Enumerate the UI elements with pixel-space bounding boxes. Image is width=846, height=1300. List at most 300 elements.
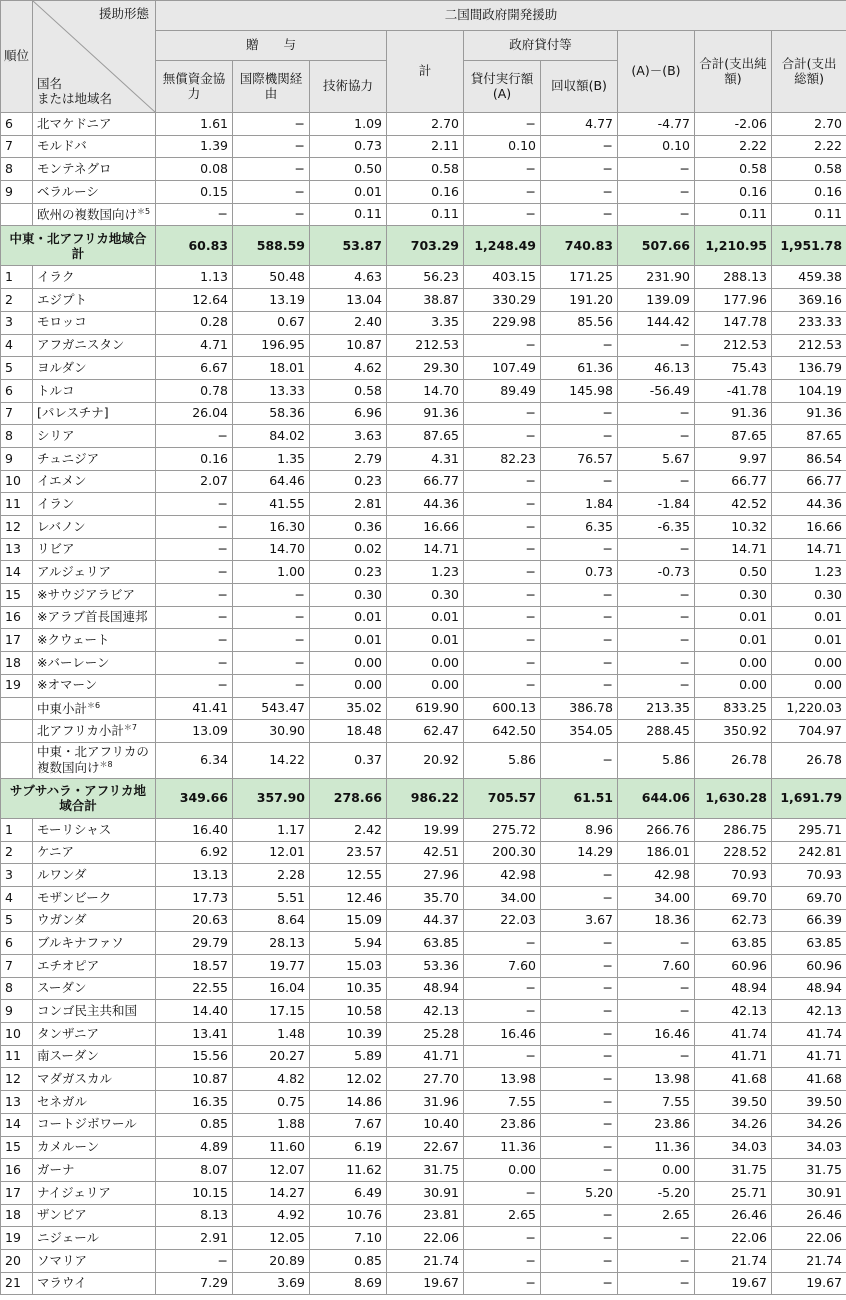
country-label: 国名 または地域名 [37,76,113,106]
value-cell: 42.13 [772,1000,846,1023]
value-cell: 48.94 [695,977,772,1000]
value-cell: 53.36 [387,955,464,978]
value-cell: − [156,584,233,607]
value-cell: − [233,606,310,629]
value-cell: 91.36 [695,402,772,425]
value-cell: 8.96 [541,818,618,841]
value-cell: − [464,470,541,493]
footnote-mark: ＊5 [137,206,151,216]
value-cell: 18.57 [156,955,233,978]
value-cell: − [464,1000,541,1023]
value-cell: − [541,1204,618,1227]
value-cell: 0.00 [695,674,772,697]
value-cell: 266.76 [618,818,695,841]
table-row [1,334,846,357]
country-name: イラン [37,495,75,511]
value-cell: − [156,674,233,697]
value-cell: − [156,516,233,539]
rank-cell: 3 [1,311,33,334]
value-cell: − [541,1227,618,1250]
country-cell [33,1227,156,1250]
value-cell: 200.30 [464,841,541,864]
value-cell: − [156,561,233,584]
value-cell: 644.06 [618,778,695,818]
value-cell: 35.70 [387,886,464,909]
rank-cell: 5 [1,357,33,380]
value-cell: 76.57 [541,447,618,470]
value-cell: 13.09 [156,720,233,743]
rank-cell [1,203,33,226]
value-cell: − [464,493,541,516]
value-cell: 15.03 [310,955,387,978]
table-row [1,135,846,158]
value-cell: 63.85 [387,932,464,955]
table-row [1,203,846,226]
country-name: タンザニア [37,1025,100,1041]
value-cell: 14.22 [233,742,310,778]
value-cell: 0.36 [310,516,387,539]
value-cell: 27.96 [387,864,464,887]
value-cell: − [464,977,541,1000]
value-cell: 13.13 [156,864,233,887]
value-cell: 10.87 [310,334,387,357]
value-cell: 1,951.78 [772,226,846,266]
value-cell: − [233,181,310,204]
value-cell: 5.86 [618,742,695,778]
rank-cell: 17 [1,629,33,652]
value-cell: − [541,606,618,629]
rank-cell: 1 [1,266,33,289]
value-cell: 705.57 [464,778,541,818]
value-cell: 20.92 [387,742,464,778]
country-name: ※サウジアラビア [37,586,135,602]
value-cell: 0.23 [310,470,387,493]
value-cell: − [618,674,695,697]
value-cell: 0.85 [310,1249,387,1272]
value-cell: 2.40 [310,311,387,334]
country-cell [33,334,156,357]
value-cell: 459.38 [772,266,846,289]
value-cell: 13.04 [310,289,387,312]
value-cell: 147.78 [695,311,772,334]
value-cell: 70.93 [695,864,772,887]
rank-cell: 7 [1,402,33,425]
value-cell: − [464,1227,541,1250]
value-cell: − [541,158,618,181]
country-cell [33,629,156,652]
table-row [1,652,846,675]
table-row [1,932,846,955]
value-cell: 1.88 [233,1113,310,1136]
rank-cell: 5 [1,909,33,932]
country-name: ソマリア [37,1252,88,1268]
country-cell [33,425,156,448]
value-cell: 60.96 [772,955,846,978]
table-row [1,606,846,629]
rank-cell: 11 [1,1045,33,1068]
value-cell: 3.67 [541,909,618,932]
value-cell: 0.30 [310,584,387,607]
country-name: ウガンダ [37,912,87,928]
region-name: サブサハラ・アフリカ地域合計 [1,778,156,818]
value-cell: 10.15 [156,1181,233,1204]
value-cell: 369.16 [772,289,846,312]
value-cell: 229.98 [464,311,541,334]
country-cell [33,135,156,158]
value-cell: − [156,606,233,629]
value-cell: 42.13 [695,1000,772,1023]
value-cell: 69.70 [695,886,772,909]
table-row [1,977,846,1000]
value-cell: 53.87 [310,226,387,266]
country-name: ザンビア [37,1207,87,1223]
rank-cell: 6 [1,113,33,136]
value-cell: − [541,1091,618,1114]
value-cell: − [541,886,618,909]
value-cell: 17.73 [156,886,233,909]
a-minus-b-header: (A)－(B) [618,31,695,113]
country-name: モンテネグロ [37,161,112,177]
value-cell: 0.16 [772,181,846,204]
value-cell: 20.27 [233,1045,310,1068]
value-cell: 50.48 [233,266,310,289]
value-cell: 136.79 [772,357,846,380]
value-cell: − [464,158,541,181]
value-cell: − [233,629,310,652]
country-cell [33,606,156,629]
gross-total-header: 合計(支出総額) [772,31,846,113]
country-name: ※クウェート [37,632,110,648]
value-cell: 1.48 [233,1023,310,1046]
country-cell [33,720,156,743]
value-cell: 171.25 [541,266,618,289]
table-row [1,425,846,448]
value-cell: 0.01 [310,629,387,652]
value-cell: 0.73 [541,561,618,584]
table-row [1,818,846,841]
table-row [1,470,846,493]
value-cell: 42.98 [618,864,695,887]
value-cell: − [233,674,310,697]
footnote-mark: ＊8 [99,759,113,769]
value-cell: 1.17 [233,818,310,841]
country-cell [33,357,156,380]
country-cell [33,932,156,955]
country-cell [33,818,156,841]
value-cell: 286.75 [695,818,772,841]
value-cell: -41.78 [695,379,772,402]
value-cell: 1.13 [156,266,233,289]
value-cell: 12.01 [233,841,310,864]
country-name: モルドバ [37,138,87,154]
rank-cell: 8 [1,977,33,1000]
loan-disbursed-header: 貸付実行額(A) [464,61,541,113]
value-cell: 0.10 [464,135,541,158]
value-cell: 704.97 [772,720,846,743]
value-cell: 87.65 [387,425,464,448]
value-cell: 4.71 [156,334,233,357]
country-name: エチオピア [37,957,100,973]
rank-cell: 19 [1,1227,33,1250]
value-cell: 507.66 [618,226,695,266]
value-cell: 354.05 [541,720,618,743]
country-name: ベラルーシ [37,183,99,199]
value-cell: 26.78 [772,742,846,778]
value-cell: 0.58 [695,158,772,181]
value-cell: − [464,538,541,561]
rank-cell [1,742,33,778]
table-row [1,742,846,778]
value-cell: 1,248.49 [464,226,541,266]
tech-coop-header: 技術協力 [310,61,387,113]
value-cell: 10.39 [310,1023,387,1046]
value-cell: 0.00 [772,652,846,675]
rank-cell: 7 [1,955,33,978]
table-row [1,864,846,887]
value-cell: 0.01 [387,629,464,652]
value-cell: − [541,955,618,978]
value-cell: 0.00 [464,1159,541,1182]
table-row [1,1136,846,1159]
rank-cell: 9 [1,447,33,470]
value-cell: − [618,1227,695,1250]
value-cell: 21.74 [387,1249,464,1272]
value-cell: − [156,493,233,516]
rank-cell: 16 [1,606,33,629]
value-cell: 144.42 [618,311,695,334]
country-name: モーリシャス [37,821,112,837]
country-cell [33,516,156,539]
value-cell: 12.55 [310,864,387,887]
value-cell: 349.66 [156,778,233,818]
value-cell: 44.36 [772,493,846,516]
value-cell: 588.59 [233,226,310,266]
value-cell: 0.50 [310,158,387,181]
value-cell: 6.34 [156,742,233,778]
value-cell: 30.91 [387,1181,464,1204]
value-cell: − [618,470,695,493]
table-row [1,1091,846,1114]
value-cell: 7.55 [464,1091,541,1114]
table-row [1,629,846,652]
table-row [1,289,846,312]
value-cell: 2.11 [387,135,464,158]
value-cell: 31.75 [387,1159,464,1182]
value-cell: 41.68 [695,1068,772,1091]
rank-cell: 9 [1,1000,33,1023]
table-row [1,1249,846,1272]
value-cell: 44.36 [387,493,464,516]
value-cell: 1,210.95 [695,226,772,266]
value-cell: 0.37 [310,742,387,778]
value-cell: − [541,864,618,887]
grants-header: 贈 与 [156,31,387,61]
value-cell: − [464,203,541,226]
table-row [1,909,846,932]
country-cell [33,1159,156,1182]
value-cell: 12.02 [310,1068,387,1091]
value-cell: 0.01 [387,606,464,629]
value-cell: 44.37 [387,909,464,932]
value-cell: 543.47 [233,697,310,720]
value-cell: − [618,932,695,955]
rank-cell: 19 [1,674,33,697]
value-cell: 6.35 [541,516,618,539]
country-name: ルワンダ [37,866,87,882]
value-cell: − [618,584,695,607]
value-cell: 75.43 [695,357,772,380]
value-cell: 22.67 [387,1136,464,1159]
value-cell: − [464,113,541,136]
value-cell: − [618,158,695,181]
value-cell: − [156,652,233,675]
value-cell: 0.11 [772,203,846,226]
value-cell: 6.96 [310,402,387,425]
country-name: ナイジェリア [37,1184,111,1200]
value-cell: 0.11 [695,203,772,226]
value-cell: 10.35 [310,977,387,1000]
country-cell [33,697,156,720]
table-row [1,357,846,380]
value-cell: 19.77 [233,955,310,978]
value-cell: 1.00 [233,561,310,584]
table-row [1,379,846,402]
value-cell: 139.09 [618,289,695,312]
value-cell: 23.86 [464,1113,541,1136]
value-cell: 60.83 [156,226,233,266]
value-cell: − [464,629,541,652]
value-cell: 8.64 [233,909,310,932]
country-cell [33,886,156,909]
value-cell: 0.00 [387,652,464,675]
value-cell: 70.93 [772,864,846,887]
rank-cell: 8 [1,425,33,448]
value-cell: 25.28 [387,1023,464,1046]
value-cell: 35.02 [310,697,387,720]
value-cell: 1.09 [310,113,387,136]
value-cell: − [464,932,541,955]
value-cell: 0.23 [310,561,387,584]
value-cell: 42.51 [387,841,464,864]
value-cell: − [541,470,618,493]
value-cell: 41.71 [695,1045,772,1068]
value-cell: -6.35 [618,516,695,539]
value-cell: 403.15 [464,266,541,289]
value-cell: 1.84 [541,493,618,516]
value-cell: 1.35 [233,447,310,470]
value-cell: 66.77 [387,470,464,493]
value-cell: 0.00 [387,674,464,697]
table-row [1,402,846,425]
value-cell: − [618,181,695,204]
value-cell: 2.70 [387,113,464,136]
value-cell: 30.91 [772,1181,846,1204]
value-cell: 5.89 [310,1045,387,1068]
country-cell [33,955,156,978]
country-name: ブルキナファソ [37,934,124,950]
value-cell: 91.36 [387,402,464,425]
value-cell: 357.90 [233,778,310,818]
value-cell: − [541,629,618,652]
value-cell: 30.90 [233,720,310,743]
value-cell: 0.00 [618,1159,695,1182]
value-cell: 0.30 [387,584,464,607]
value-cell: 4.82 [233,1068,310,1091]
value-cell: 19.99 [387,818,464,841]
value-cell: 66.77 [695,470,772,493]
value-cell: 0.00 [310,674,387,697]
value-cell: − [156,1249,233,1272]
aid-type-label: 援助形態 [98,6,149,21]
table-row [1,886,846,909]
value-cell: 10.32 [695,516,772,539]
table-row [1,493,846,516]
value-cell: − [233,113,310,136]
value-cell: − [618,1045,695,1068]
country-name: カメルーン [37,1139,100,1155]
value-cell: 7.60 [618,955,695,978]
country-cell [33,447,156,470]
rank-cell: 16 [1,1159,33,1182]
value-cell: 61.51 [541,778,618,818]
country-name: イラク [37,269,75,285]
value-cell: 86.54 [772,447,846,470]
value-cell: 14.71 [695,538,772,561]
rank-cell: 6 [1,379,33,402]
value-cell: − [464,181,541,204]
value-cell: − [541,538,618,561]
rank-cell: 15 [1,584,33,607]
diagonal-header [33,1,156,113]
value-cell: 11.62 [310,1159,387,1182]
value-cell: 212.53 [772,334,846,357]
table-row [1,720,846,743]
country-cell [33,1249,156,1272]
country-cell [33,977,156,1000]
value-cell: 0.11 [387,203,464,226]
value-cell: 48.94 [387,977,464,1000]
value-cell: 0.01 [310,606,387,629]
value-cell: 19.67 [387,1272,464,1295]
rank-cell: 6 [1,932,33,955]
table-row [1,311,846,334]
value-cell: 42.13 [387,1000,464,1023]
rank-cell [1,697,33,720]
country-name: モザンビーク [37,889,112,905]
country-name: ガーナ [37,1161,75,1177]
value-cell: 6.49 [310,1181,387,1204]
table-row [1,561,846,584]
rank-cell: 14 [1,1113,33,1136]
value-cell: − [541,584,618,607]
value-cell: 22.06 [387,1227,464,1250]
value-cell: 0.16 [156,447,233,470]
value-cell: 212.53 [387,334,464,357]
rank-cell: 20 [1,1249,33,1272]
value-cell: 3.35 [387,311,464,334]
rank-cell: 3 [1,864,33,887]
table-row [1,447,846,470]
value-cell: 0.15 [156,181,233,204]
value-cell: 15.56 [156,1045,233,1068]
value-cell: − [541,1000,618,1023]
value-cell: 5.51 [233,886,310,909]
country-name: アフガニスタン [37,337,125,353]
value-cell: 4.77 [541,113,618,136]
region-name: 中東・北アフリカ地域合計 [1,226,156,266]
country-cell [33,311,156,334]
country-name: 南スーダン [37,1048,100,1064]
